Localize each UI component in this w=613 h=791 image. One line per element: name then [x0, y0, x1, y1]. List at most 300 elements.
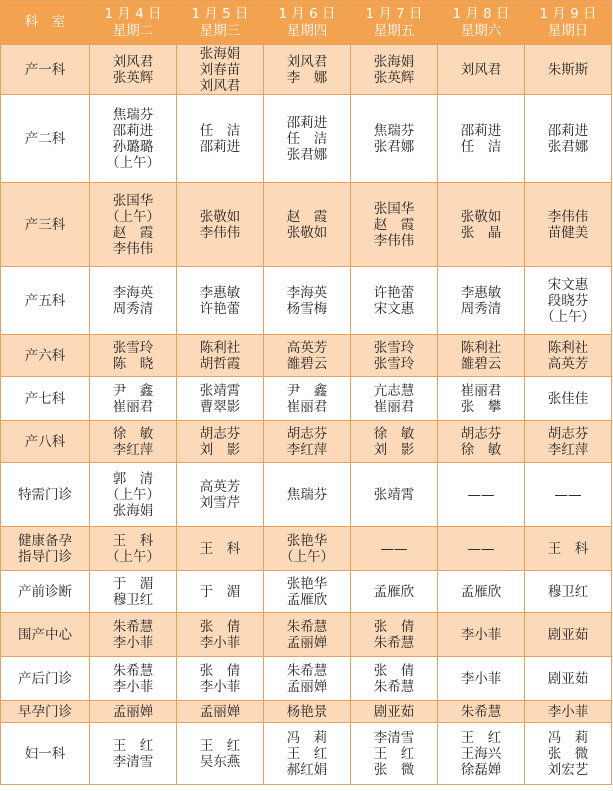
doctor-name: 朱希慧 — [286, 662, 328, 679]
day-date: 1 月 7 日 — [365, 5, 423, 22]
duty-cell — [90, 657, 177, 701]
doctor-name: 刘风君 — [199, 77, 241, 94]
duty-cell — [525, 335, 612, 377]
doctor-name: 吴东燕 — [199, 753, 241, 770]
doctor-name: 李伟伟 — [373, 232, 415, 249]
doctor-name: 亢志慧 — [373, 382, 415, 399]
duty-cell — [438, 183, 525, 267]
duty-cell — [351, 463, 438, 527]
day-weekday: 星期六 — [460, 22, 502, 39]
doctor-name: 剧亚茹 — [547, 670, 589, 687]
doctor-name: 王 红 — [373, 745, 415, 762]
duty-cell — [177, 657, 264, 701]
doctor-name: 孟丽婵 — [286, 634, 328, 651]
duty-cell — [90, 421, 177, 463]
day-weekday: 星期五 — [373, 22, 415, 39]
duty-cell — [177, 613, 264, 657]
doctor-name: 邵莉进 — [286, 114, 328, 131]
day-header-6 — [525, 1, 612, 45]
header-row — [1, 1, 612, 45]
day-weekday: 星期日 — [547, 22, 589, 39]
dept-name: 早孕门诊 — [18, 703, 72, 720]
duty-cell — [438, 377, 525, 421]
doctor-name: 徐 敏 — [112, 425, 154, 442]
doctor-name: 焦瑞芬 — [286, 486, 328, 503]
doctor-name: 王 红 — [199, 737, 241, 754]
doctor-name: 刘风君 — [112, 53, 154, 70]
doctor-name: 张英辉 — [373, 69, 415, 86]
dept-cell — [1, 463, 90, 527]
doctor-name: 朱希慧 — [112, 618, 154, 635]
duty-cell — [351, 723, 438, 785]
doctor-name: 孟雁欣 — [373, 583, 415, 600]
doctor-name: 张佳佳 — [547, 390, 589, 407]
doctor-name: 朱希慧 — [460, 703, 502, 720]
doctor-name: 尹 鑫 — [112, 382, 154, 399]
duty-cell — [177, 335, 264, 377]
doctor-name: 李小菲 — [112, 634, 154, 651]
duty-cell — [351, 95, 438, 183]
doctor-name: 胡志芬 — [286, 425, 328, 442]
duty-cell — [90, 463, 177, 527]
doctor-name: 尹 鑫 — [286, 382, 328, 399]
doctor-name: 穆卫红 — [547, 583, 589, 600]
dept-name: 妇一科 — [24, 745, 66, 762]
duty-cell — [90, 183, 177, 267]
doctor-name: 郭 清 — [112, 470, 154, 487]
dept-name: 产六科 — [24, 347, 66, 364]
duty-cell — [438, 527, 525, 571]
doctor-name: （上午） — [541, 308, 595, 325]
duty-cell — [438, 421, 525, 463]
table-row — [1, 45, 612, 95]
dept-name: 产二科 — [24, 130, 66, 147]
doctor-name: 王 红 — [112, 737, 154, 754]
duty-cell — [177, 377, 264, 421]
doctor-name: 李海英 — [286, 284, 328, 301]
doctor-name: 崔丽君 — [286, 398, 328, 415]
doctor-name: 张 倩 — [199, 618, 241, 635]
doctor-name: 冯 莉 — [286, 729, 328, 746]
doctor-name: 李惠敏 — [460, 284, 502, 301]
doctor-name: 陈 晓 — [112, 355, 154, 372]
doctor-name: 李红萍 — [112, 441, 154, 458]
dept-cell — [1, 377, 90, 421]
doctor-name: 郝红娟 — [286, 761, 328, 778]
doctor-name: 王 红 — [286, 745, 328, 762]
doctor-name: 张海娟 — [373, 53, 415, 70]
duty-cell — [177, 463, 264, 527]
doctor-name: 胡志芬 — [547, 425, 589, 442]
duty-cell — [90, 527, 177, 571]
table-row — [1, 463, 612, 527]
schedule-body — [1, 45, 612, 785]
doctor-name: 王 科 — [547, 540, 589, 557]
doctor-name: 李小菲 — [547, 703, 589, 720]
duty-cell — [264, 571, 351, 613]
dept-name-line: 指导门诊 — [18, 548, 72, 565]
dept-name: 产三科 — [24, 216, 66, 233]
duty-cell — [177, 95, 264, 183]
doctor-name: 李小菲 — [112, 678, 154, 695]
duty-cell — [264, 613, 351, 657]
doctor-name: 雒碧云 — [286, 355, 328, 372]
doctor-name: 李小菲 — [199, 678, 241, 695]
dept-name: 产八科 — [24, 433, 66, 450]
day-weekday: 星期二 — [112, 22, 154, 39]
duty-cell — [177, 723, 264, 785]
doctor-name: 赵 霞 — [112, 224, 154, 241]
doctor-name: （上午） — [106, 548, 160, 565]
doctor-name: 刘 影 — [373, 441, 415, 458]
doctor-name: 朱希慧 — [373, 634, 415, 651]
doctor-name: 张 倩 — [373, 618, 415, 635]
doctor-name: 周秀清 — [112, 300, 154, 317]
doctor-name: 崔丽君 — [112, 398, 154, 415]
doctor-name: —— — [380, 540, 408, 557]
doctor-name: 李清雪 — [112, 753, 154, 770]
dept-name: 产五科 — [24, 292, 66, 309]
doctor-name: 张 晶 — [460, 224, 502, 241]
duty-cell — [438, 95, 525, 183]
duty-cell — [90, 267, 177, 335]
doctor-name: 孟丽婵 — [199, 703, 241, 720]
duty-cell — [177, 267, 264, 335]
doctor-name: 刘春苗 — [199, 61, 241, 78]
day-date: 1 月 6 日 — [278, 5, 336, 22]
doctor-name: 高英芳 — [286, 339, 328, 356]
doctor-name: 宋文惠 — [547, 276, 589, 293]
dept-cell — [1, 95, 90, 183]
doctor-name: 胡哲霞 — [199, 355, 241, 372]
dept-name: 产前诊断 — [18, 583, 72, 600]
doctor-name: 崔丽君 — [373, 398, 415, 415]
doctor-name: 张敬如 — [460, 208, 502, 225]
doctor-name: 于 湄 — [112, 575, 154, 592]
doctor-name: 李伟伟 — [112, 240, 154, 257]
duty-cell — [177, 45, 264, 95]
duty-cell — [525, 421, 612, 463]
doctor-name: 宋文惠 — [373, 300, 415, 317]
duty-cell — [438, 723, 525, 785]
doctor-name: 任 洁 — [460, 138, 502, 155]
doctor-name: 雒碧云 — [460, 355, 502, 372]
duty-cell — [264, 95, 351, 183]
duty-cell — [525, 267, 612, 335]
duty-cell — [351, 657, 438, 701]
doctor-name: 孟丽婵 — [286, 678, 328, 695]
table-row — [1, 701, 612, 723]
duty-cell — [90, 45, 177, 95]
doctor-name: 张君娜 — [547, 138, 589, 155]
doctor-name: 许艳蕾 — [199, 300, 241, 317]
dept-cell — [1, 701, 90, 723]
duty-cell — [438, 463, 525, 527]
table-row — [1, 723, 612, 785]
duty-cell — [351, 45, 438, 95]
doctor-name: 孟雁欣 — [460, 583, 502, 600]
doctor-name: 胡志芬 — [460, 425, 502, 442]
table-row — [1, 421, 612, 463]
dept-name: 围产中心 — [18, 626, 72, 643]
day-date: 1 月 5 日 — [191, 5, 249, 22]
doctor-name: 任 洁 — [286, 130, 328, 147]
doctor-name: 张 微 — [373, 761, 415, 778]
day-header-4 — [351, 1, 438, 45]
duty-cell — [264, 267, 351, 335]
duty-cell — [525, 657, 612, 701]
duty-cell — [264, 463, 351, 527]
day-header-3 — [264, 1, 351, 45]
day-header-5 — [438, 1, 525, 45]
doctor-name: 张 攀 — [460, 398, 502, 415]
table-row — [1, 657, 612, 701]
doctor-name: 张艳华 — [286, 532, 328, 549]
doctor-name: 徐磊婵 — [460, 761, 502, 778]
doctor-name: 张雪玲 — [373, 339, 415, 356]
dept-cell — [1, 613, 90, 657]
doctor-name: 李红萍 — [286, 441, 328, 458]
day-header-1 — [90, 1, 177, 45]
doctor-name: 孟丽婵 — [112, 703, 154, 720]
dept-column-header: 科 室 — [1, 1, 90, 45]
duty-cell — [438, 613, 525, 657]
doctor-name: 冯 莉 — [547, 729, 589, 746]
doctor-name: 朱希慧 — [286, 618, 328, 635]
doctor-name: 张国华 — [373, 200, 415, 217]
doctor-name: 李小菲 — [199, 634, 241, 651]
doctor-name: （上午） — [106, 154, 160, 171]
doctor-name: 赵 霞 — [286, 208, 328, 225]
doctor-name: 李伟伟 — [547, 208, 589, 225]
table-row — [1, 377, 612, 421]
duty-cell — [264, 657, 351, 701]
duty-cell — [525, 183, 612, 267]
duty-cell — [177, 421, 264, 463]
duty-cell — [525, 463, 612, 527]
doctor-name: 张雪玲 — [112, 339, 154, 356]
duty-cell — [351, 421, 438, 463]
duty-cell — [438, 267, 525, 335]
doctor-name: 剧亚茹 — [547, 626, 589, 643]
day-header-2 — [177, 1, 264, 45]
doctor-name: 孙璐璐 — [112, 138, 154, 155]
dept-cell — [1, 657, 90, 701]
dept-cell — [1, 723, 90, 785]
duty-cell — [90, 377, 177, 421]
duty-cell — [90, 701, 177, 723]
doctor-name: —— — [467, 486, 495, 503]
doctor-name: 崔丽君 — [460, 382, 502, 399]
doctor-name: 朱希慧 — [112, 662, 154, 679]
doctor-name: （上午） — [106, 208, 160, 225]
doctor-name: 周秀清 — [460, 300, 502, 317]
duty-cell — [177, 183, 264, 267]
dept-cell — [1, 421, 90, 463]
doctor-name: 李小菲 — [460, 670, 502, 687]
dept-name: 特需门诊 — [18, 486, 72, 503]
doctor-name: 焦瑞芬 — [373, 122, 415, 139]
table-row — [1, 527, 612, 571]
dept-cell — [1, 335, 90, 377]
doctor-name: 李海英 — [112, 284, 154, 301]
doctor-name: 刘雪芹 — [199, 494, 241, 511]
duty-cell — [525, 701, 612, 723]
doctor-name: 李红萍 — [547, 441, 589, 458]
duty-cell — [525, 377, 612, 421]
doctor-name: 邵莉进 — [199, 138, 241, 155]
dept-cell — [1, 45, 90, 95]
doctor-name: 王海兴 — [460, 745, 502, 762]
duty-cell — [438, 571, 525, 613]
duty-cell — [264, 701, 351, 723]
doctor-name: 张国华 — [112, 192, 154, 209]
doctor-name: 张君娜 — [286, 146, 328, 163]
doctor-name: —— — [554, 486, 582, 503]
doctor-name: 焦瑞芬 — [112, 106, 154, 123]
doctor-name: 李伟伟 — [199, 224, 241, 241]
doctor-name: 于 湄 — [199, 583, 241, 600]
duty-cell — [90, 613, 177, 657]
doctor-name: 张敬如 — [286, 224, 328, 241]
doctor-name: 张靖霄 — [199, 382, 241, 399]
doctor-name: （上午） — [106, 486, 160, 503]
doctor-name: 张敬如 — [199, 208, 241, 225]
doctor-name: 张 微 — [547, 745, 589, 762]
doctor-name: 刘 影 — [199, 441, 241, 458]
duty-cell — [438, 335, 525, 377]
duty-cell — [177, 571, 264, 613]
duty-cell — [351, 701, 438, 723]
dept-name-line: 健康备孕 — [18, 532, 72, 549]
doctor-name: 张海娟 — [112, 502, 154, 519]
doctor-name: 胡志芬 — [199, 425, 241, 442]
dept-cell — [1, 571, 90, 613]
duty-cell — [351, 571, 438, 613]
doctor-name: 穆卫红 — [112, 591, 154, 608]
doctor-name: 张 倩 — [373, 662, 415, 679]
duty-cell — [264, 45, 351, 95]
doctor-name: 苗健美 — [547, 224, 589, 241]
doctor-name: 曹翠影 — [199, 398, 241, 415]
duty-cell — [264, 377, 351, 421]
doctor-name: 李小菲 — [460, 626, 502, 643]
doctor-name: 邵莉进 — [112, 122, 154, 139]
doctor-name: 张靖霄 — [373, 486, 415, 503]
doctor-name: 徐 敏 — [460, 441, 502, 458]
duty-cell — [90, 335, 177, 377]
doctor-name: 邵莉进 — [460, 122, 502, 139]
doctor-name: —— — [467, 540, 495, 557]
doctor-name: 朱希慧 — [373, 678, 415, 695]
duty-cell — [351, 183, 438, 267]
doctor-name: 刘风君 — [286, 53, 328, 70]
doctor-name: 任 洁 — [199, 122, 241, 139]
duty-cell — [525, 613, 612, 657]
doctor-name: 剧亚茹 — [373, 703, 415, 720]
duty-cell — [177, 701, 264, 723]
doctor-name: 徐 敏 — [373, 425, 415, 442]
duty-cell — [264, 335, 351, 377]
duty-cell — [351, 267, 438, 335]
doctor-name: 王 科 — [112, 532, 154, 549]
doctor-name: 杨艳景 — [286, 703, 328, 720]
duty-cell — [264, 421, 351, 463]
doctor-name: 张海娟 — [199, 45, 241, 62]
dept-name: 产七科 — [24, 390, 66, 407]
doctor-name: 孟雁欣 — [286, 591, 328, 608]
duty-cell — [351, 527, 438, 571]
doctor-name: 张君娜 — [373, 138, 415, 155]
duty-cell — [351, 335, 438, 377]
day-date: 1 月 4 日 — [104, 5, 162, 22]
duty-cell — [264, 527, 351, 571]
duty-cell — [438, 701, 525, 723]
duty-cell — [525, 527, 612, 571]
duty-cell — [438, 657, 525, 701]
doctor-name: 段晓芬 — [547, 292, 589, 309]
doctor-name: （上午） — [280, 548, 334, 565]
table-row — [1, 613, 612, 657]
day-weekday: 星期四 — [286, 22, 328, 39]
duty-cell — [525, 45, 612, 95]
dept-cell — [1, 527, 90, 571]
duty-cell — [525, 571, 612, 613]
doctor-name: 张 倩 — [199, 662, 241, 679]
duty-cell — [438, 45, 525, 95]
doctor-name: 王 科 — [199, 540, 241, 557]
duty-cell — [525, 723, 612, 785]
duty-cell — [90, 95, 177, 183]
duty-cell — [90, 571, 177, 613]
day-date: 1 月 9 日 — [539, 5, 597, 22]
dept-cell — [1, 183, 90, 267]
table-row — [1, 335, 612, 377]
doctor-name: 杨雪梅 — [286, 300, 328, 317]
doctor-name: 张英辉 — [112, 69, 154, 86]
doctor-name: 李清雪 — [373, 729, 415, 746]
doctor-name: 高英芳 — [547, 355, 589, 372]
table-row — [1, 183, 612, 267]
doctor-name: 刘风君 — [460, 61, 502, 78]
doctor-name: 许艳蕾 — [373, 284, 415, 301]
dept-name: 产一科 — [24, 61, 66, 78]
duty-cell — [525, 95, 612, 183]
day-weekday: 星期三 — [199, 22, 241, 39]
doctor-name: 邵莉进 — [547, 122, 589, 139]
dept-cell — [1, 267, 90, 335]
doctor-name: 陈利社 — [460, 339, 502, 356]
doctor-name: 高英芳 — [199, 478, 241, 495]
doctor-name: 刘宏艺 — [547, 761, 589, 778]
duty-cell — [351, 613, 438, 657]
doctor-name: 陈利社 — [199, 339, 241, 356]
duty-cell — [264, 723, 351, 785]
doctor-name: 张雪玲 — [373, 355, 415, 372]
table-row — [1, 95, 612, 183]
doctor-name: 李 娜 — [286, 69, 328, 86]
duty-cell — [90, 723, 177, 785]
doctor-name: 张艳华 — [286, 575, 328, 592]
doctor-name: 王 红 — [460, 729, 502, 746]
duty-cell — [264, 183, 351, 267]
dept-name: 产后门诊 — [18, 670, 72, 687]
doctor-name: 赵 霞 — [373, 216, 415, 233]
doctor-name: 朱斯斯 — [547, 61, 589, 78]
duty-cell — [177, 527, 264, 571]
doctor-name: 李惠敏 — [199, 284, 241, 301]
day-date: 1 月 8 日 — [452, 5, 510, 22]
